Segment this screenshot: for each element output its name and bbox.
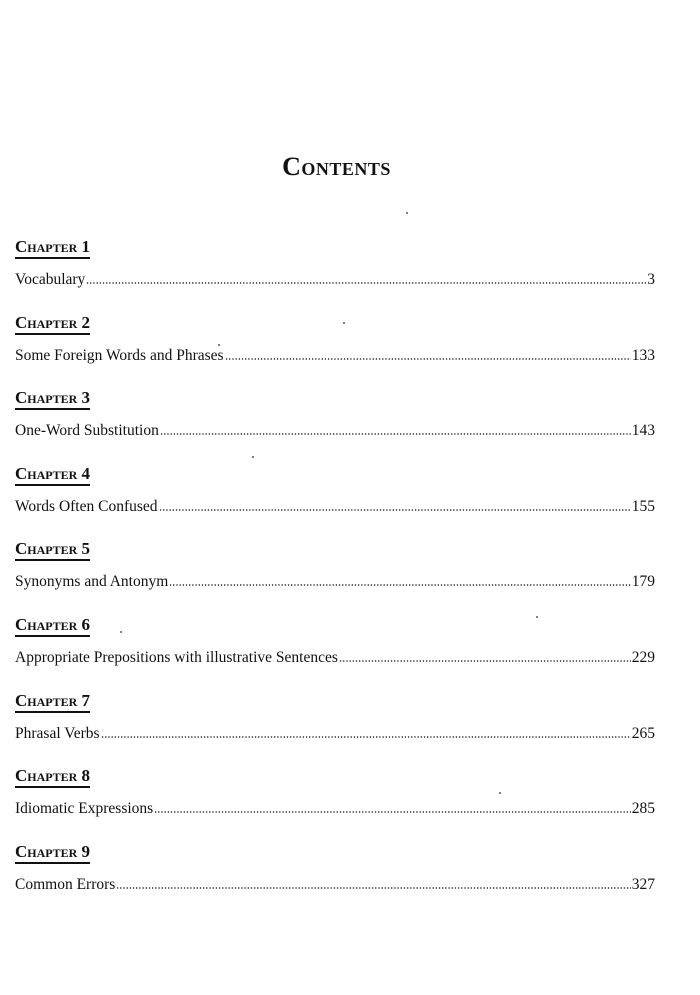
chapter-title: Words Often Confused (15, 497, 158, 515)
page-number: 155 (631, 497, 655, 515)
scan-speck (343, 322, 345, 324)
page-number: 143 (631, 422, 655, 440)
toc-entry (15, 616, 655, 692)
toc-row[interactable] (15, 270, 655, 290)
dot-leader (116, 886, 630, 890)
scan-speck (536, 616, 538, 618)
toc-row[interactable] (15, 497, 655, 517)
chapter-title: Appropriate Prepositions with illustrative Sentences (15, 648, 338, 666)
toc-entry (15, 314, 655, 390)
chapter-title: Some Foreign Words and Phrases (15, 346, 224, 364)
toc-entry (15, 767, 655, 843)
table-of-contents (15, 238, 655, 918)
chapter-heading: Chapter 2 (15, 314, 90, 335)
chapter-title: Common Errors (15, 875, 116, 893)
dot-leader (154, 810, 631, 814)
toc-entry (15, 389, 655, 465)
chapter-heading: Chapter 9 (15, 843, 90, 864)
dot-leader (225, 357, 631, 361)
page-number: 133 (631, 346, 655, 364)
chapter-heading: Chapter 7 (15, 692, 90, 713)
chapter-title: Vocabulary (15, 271, 86, 288)
chapter-title: Synonyms and Antonym (15, 573, 169, 591)
dot-leader (160, 432, 631, 436)
chapter-heading: Chapter 5 (15, 540, 90, 561)
toc-entry (15, 540, 655, 616)
dot-leader (101, 735, 631, 739)
page-number: 3 (647, 271, 655, 288)
toc-entry (15, 238, 655, 314)
page-number: 285 (631, 800, 655, 818)
toc-entry (15, 843, 655, 919)
toc-entry (15, 465, 655, 541)
toc-entry (15, 692, 655, 768)
toc-row[interactable] (15, 724, 655, 744)
scan-speck (120, 631, 122, 633)
toc-row[interactable] (15, 799, 655, 819)
page-number: 229 (631, 648, 655, 666)
page-number: 179 (631, 573, 655, 591)
dot-leader (159, 508, 631, 512)
chapter-heading: Chapter 6 (15, 616, 90, 637)
toc-row[interactable] (15, 875, 655, 895)
chapter-heading: Chapter 3 (15, 389, 90, 410)
toc-row[interactable] (15, 346, 655, 366)
dot-leader (86, 281, 646, 285)
page-number: 265 (631, 724, 655, 742)
toc-row[interactable] (15, 648, 655, 668)
chapter-title: Phrasal Verbs (15, 724, 100, 742)
chapter-title: One-Word Substitution (15, 422, 159, 440)
scan-speck (252, 456, 254, 458)
toc-row[interactable] (15, 421, 655, 441)
chapter-heading: Chapter 1 (15, 238, 90, 259)
chapter-heading: Chapter 8 (15, 767, 90, 788)
scan-speck (218, 344, 220, 346)
page-number: 327 (631, 875, 655, 893)
scan-speck (406, 212, 408, 214)
scan-speck (499, 792, 501, 794)
dot-leader (339, 659, 631, 663)
chapter-title: Idiomatic Expressions (15, 800, 154, 818)
toc-row[interactable] (15, 572, 655, 592)
chapter-heading: Chapter 4 (15, 465, 90, 486)
page-title: Contents (282, 152, 391, 181)
dot-leader (169, 583, 630, 587)
